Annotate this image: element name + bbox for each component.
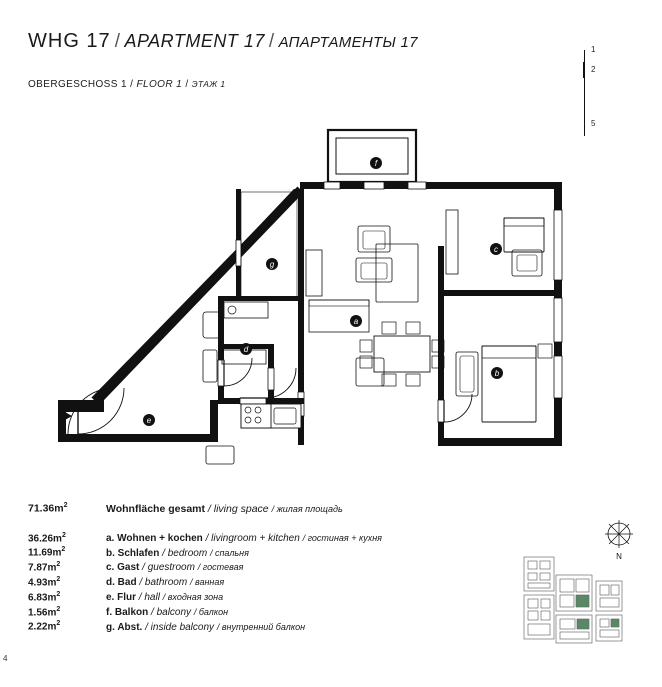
legend-label-a: a. Wohnen + kochen / livingroom + kitchen / гостиная + кухня [106, 532, 382, 544]
legend-key-g: g. [106, 621, 115, 633]
legend-label-c: c. Gast / guestroom / гостевая [106, 562, 244, 574]
legend-total-area-unit: m [54, 502, 64, 515]
room-marker-c: c [494, 245, 498, 254]
legend-label-d-en: bathroom [144, 577, 188, 589]
legend-total-label-en: living space [213, 502, 269, 515]
title-apartment-en: APARTMENT 17 [124, 31, 265, 51]
legend-label-f: f. Balkon / balcony / балкон [106, 606, 229, 618]
legend-area-d-value: 4.93 [28, 577, 48, 589]
legend-area-d: $4.93m^2$ [28, 575, 61, 589]
legend-area-g: $2.22m^2$ [28, 620, 61, 633]
legend-total-row [28, 502, 458, 515]
legend-area-g-value: 2.22 [28, 621, 48, 633]
page-subtitle [28, 79, 225, 90]
room-marker-f: f [374, 159, 378, 168]
legend-area-f-value: 1.56 [28, 606, 48, 618]
legend-label-f-ru: балкон [198, 606, 229, 617]
compass-north-label: N [616, 552, 622, 561]
balcony-f [328, 130, 416, 182]
legend-label-a-de: Wohnen + kochen [117, 532, 203, 544]
subtitle-separator-2: / [185, 79, 189, 90]
legend-key-a: a. [106, 532, 115, 544]
legend-row-d [28, 576, 458, 588]
legend-label-e-ru: входная зона [167, 592, 224, 603]
legend [28, 502, 458, 635]
title-separator-2: / [268, 31, 275, 52]
legend-area-e-value: 6.83 [28, 592, 48, 604]
legend-row-e [28, 591, 458, 603]
floor-selector-active-marker [583, 62, 585, 78]
legend-label-d-de: Bad [117, 577, 137, 589]
legend-label-f-en: balcony [156, 606, 192, 618]
legend-area-c: $7.87m^2$ [28, 561, 61, 574]
legend-label-c-en: guestroom [147, 562, 195, 574]
legend-key-e: e. [106, 592, 115, 604]
floor-option-5[interactable]: 5 [591, 119, 596, 128]
title-apartment-ru: АПАРТАМЕНТЫ 17 [278, 34, 418, 51]
legend-key-c: c. [106, 562, 115, 574]
room-marker-g: g [269, 260, 275, 269]
legend-row-f [28, 606, 458, 618]
legend-total-area [28, 502, 98, 515]
legend-total-label: Wohnfläche gesamt / living space / жилая площадь [106, 502, 343, 515]
room-marker-d: d [243, 345, 249, 354]
legend-label-g-ru: внутренний балкон [221, 621, 306, 632]
legend-label-c-de: Gast [117, 562, 140, 574]
room-marker-b: b [494, 369, 500, 378]
legend-key-d: d. [106, 577, 115, 589]
legend-label-g: g. Abst. / inside balcony / внутренний балкон [106, 621, 306, 633]
room-marker-e: e [146, 416, 152, 425]
subtitle-floor-de: OBERGESCHOSS 1 [28, 79, 127, 90]
legend-label-d-ru: ванная [194, 577, 225, 588]
key-plan-thumbnail [516, 547, 636, 657]
subtitle-floor-en: FLOOR 1 [136, 79, 183, 90]
title-separator-1: / [114, 31, 121, 52]
legend-row-a [28, 532, 458, 544]
legend-label-a-en: livingroom + kitchen [211, 532, 300, 544]
legend-label-e-en: hall [144, 592, 160, 604]
subtitle-floor-ru: ЭТАЖ 1 [191, 79, 226, 89]
legend-label-d: d. Bad / bathroom / ванная [106, 577, 225, 589]
legend-label-b-ru: спальня [214, 547, 249, 558]
legend-label-f-de: Balkon [114, 606, 149, 618]
legend-row-c [28, 561, 458, 573]
subtitle-separator-1: / [130, 79, 134, 90]
legend-key-b: b. [106, 547, 115, 559]
legend-total-area-sup: 2 [63, 502, 68, 509]
legend-label-c-ru: гостевая [202, 562, 244, 573]
legend-area-b-value: 11.69 [28, 547, 53, 559]
legend-row-b [28, 546, 458, 558]
room-marker-a: a [353, 317, 359, 326]
legend-area-b: $11.69m^2$ [28, 546, 66, 559]
page-number: 4 [3, 654, 8, 663]
legend-area-e: $6.83m^2$ [28, 590, 61, 604]
legend-label-e-de: Flur [117, 592, 137, 604]
title-apartment-de: WHG 17 [28, 30, 111, 52]
floor-plan-drawing [0, 100, 662, 470]
legend-total-label-ru: жилая площадь [276, 503, 343, 514]
floor-option-1[interactable]: 1 [591, 45, 596, 54]
legend-total-label-de: Wohnfläche gesamt [106, 502, 205, 515]
legend-total-area-value: 71.36 [28, 502, 55, 515]
legend-label-b-de: Schlafen [117, 547, 160, 559]
page-title [28, 30, 418, 53]
legend-row-g [28, 620, 458, 632]
legend-label-b-en: bedroom [167, 547, 208, 559]
legend-label-g-en: inside balcony [150, 621, 215, 633]
legend-area-f: $1.56m^2$ [28, 605, 61, 618]
legend-area-c-value: 7.87 [28, 562, 48, 574]
legend-label-a-ru: гостиная + кухня [307, 532, 382, 543]
legend-label-b: b. Schlafen / bedroom / спальня [106, 547, 249, 559]
floor-option-2[interactable]: 2 [591, 65, 596, 74]
legend-label-g-de: Abst. [117, 621, 143, 633]
legend-label-e: e. Flur / hall / входная зона [106, 592, 224, 604]
legend-area-a-value: 36.26 [28, 532, 54, 544]
legend-area-a: $36.26m^2$ [28, 531, 66, 544]
legend-key-f: f. [106, 606, 113, 618]
